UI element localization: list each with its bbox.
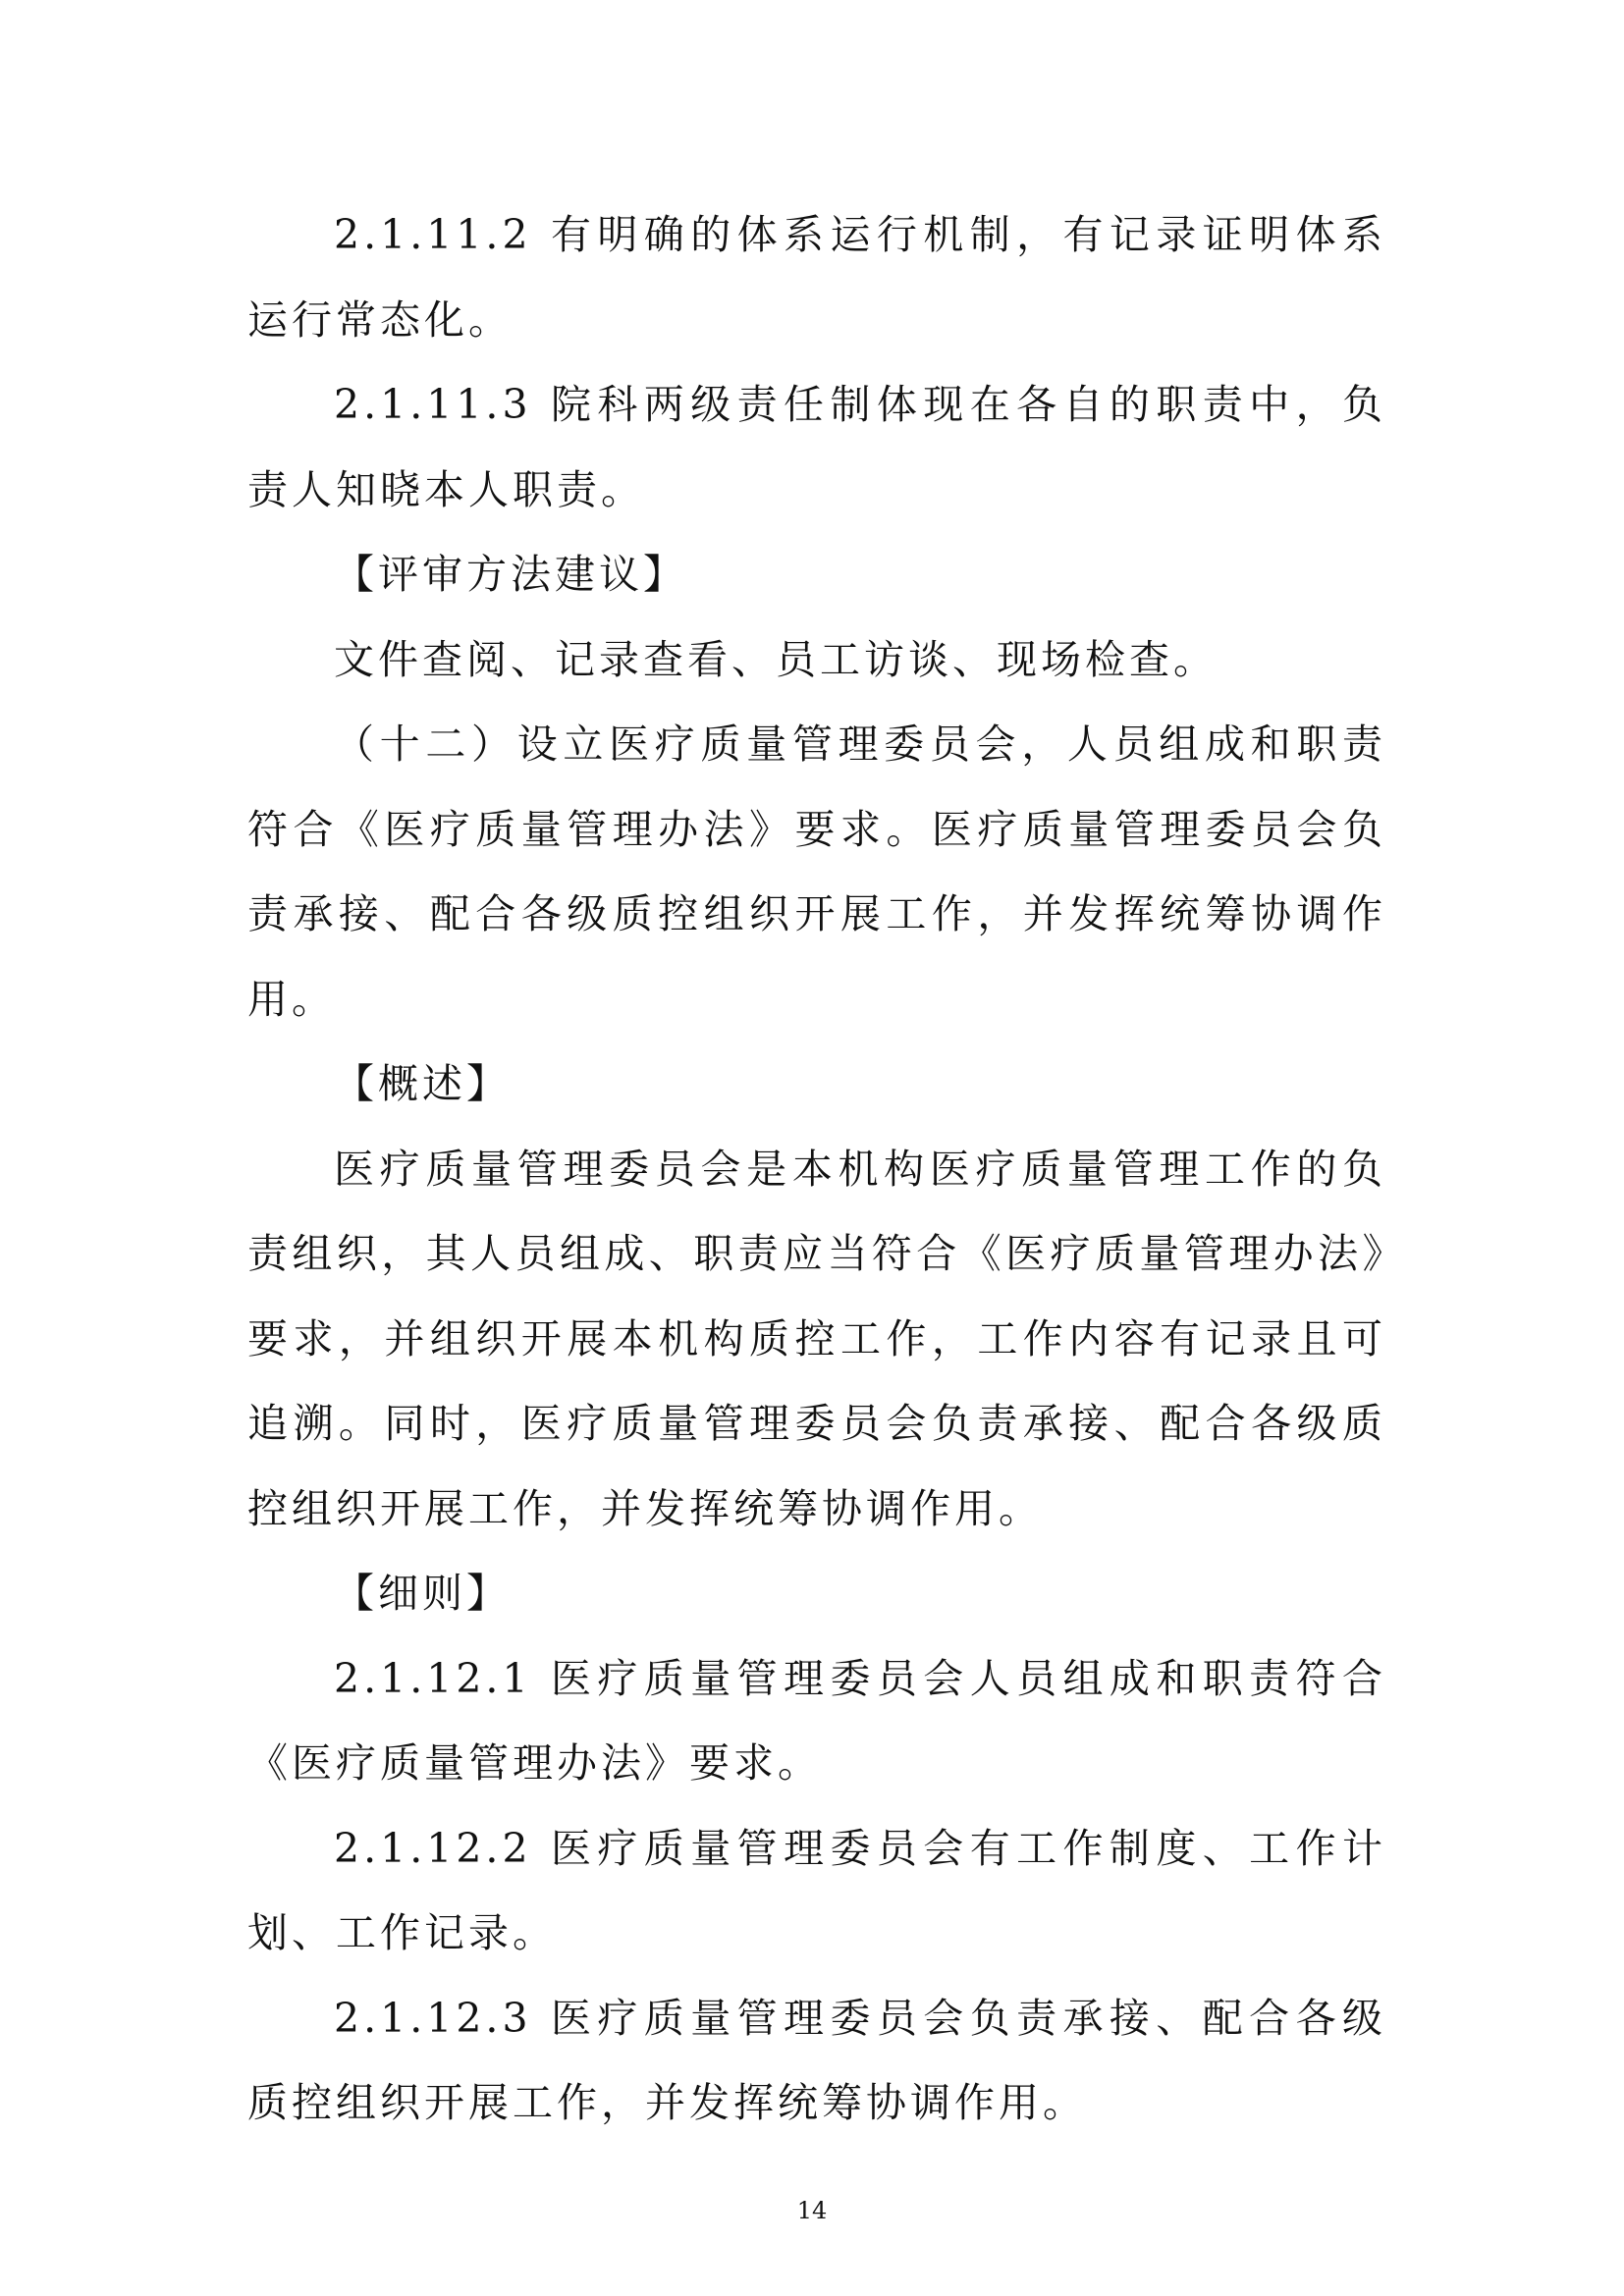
item-12-statement: （十二）设立医疗质量管理委员会，人员组成和职责符合《医疗质量管理办法》要求。医疗质量管理委员会负责承接、配合各级质控组织开展工作，并发挥统筹协调作用。 [247,721,1386,1023]
page-body [247,192,1386,2146]
clause-2-1-11-2: 2.1.11.2 有明确的体系运行机制，有记录证明体系运行常态化。 [247,211,1386,344]
review-methods-text: 文件查阅、记录查看、员工访谈、现场检查。 [334,635,1218,683]
clause-2-1-11-3: 2.1.11.3 院科两级责任制体现在各自的职责中，负责人知晓本人职责。 [247,381,1386,513]
clause-2-1-12-1: 2.1.12.1 医疗质量管理委员会人员组成和职责符合《医疗质量管理办法》要求。 [247,1654,1386,1787]
section-heading-rules: 【细则】 [334,1570,511,1617]
page-number: 14 [796,2197,828,2224]
section-heading-overview: 【概述】 [334,1060,511,1107]
clause-2-1-12-3: 2.1.12.3 医疗质量管理委员会负责承接、配合各级质控组织开展工作，并发挥统筹协调作用。 [247,1994,1386,2126]
clause-2-1-12-2: 2.1.12.2 医疗质量管理委员会有工作制度、工作计划、工作记录。 [247,1824,1386,1956]
section-heading-review-methods: 【评审方法建议】 [334,551,687,598]
overview-text: 医疗质量管理委员会是本机构医疗质量管理工作的负责组织，其人员组成、职责应当符合《医疗质量管理办法》要求，并组织开展本机构质控工作，工作内容有记录且可追溯。同时，医疗质量管理委员会负责承接、配合各级质控组织开展工作，并发挥统筹协调作用。 [247,1145,1386,1532]
